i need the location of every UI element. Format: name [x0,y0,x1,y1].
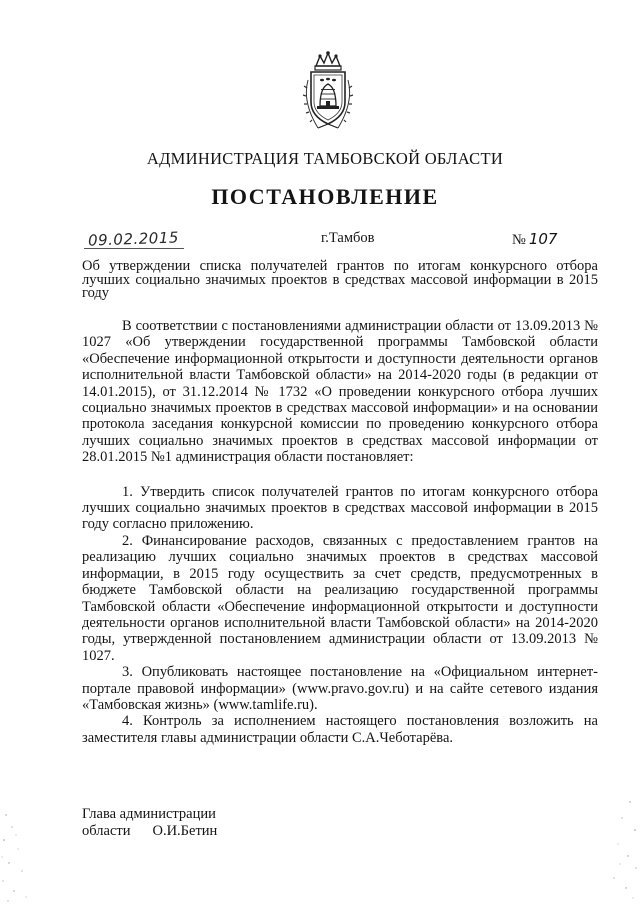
document-date: 09.02.2015 [87,228,180,250]
number-value: 107 [528,230,558,248]
document-city: г.Тамбов [321,230,375,246]
clause-paragraph: 1. Утвердить список получателей грантов по итогам конкурсного отбора лучших социально значимых проектов в средствах массовой информации в 2015 году согласно приложению. [82,483,598,533]
scan-speckle-left [0,805,40,905]
organization-title: АДМИНИСТРАЦИЯ ТАМБОВСКОЙ ОБЛАСТИ [146,149,504,168]
signature-block [82,806,217,840]
clause-paragraph: 4. Контроль за исполнением настоящего постановления возложить на заместителя главы администрации области С.А.Чеботарёва. [82,713,598,746]
date-underline [84,248,184,249]
clause-paragraph: 2. Финансирование расходов, связанных с предоставлением грантов на реализацию лучших социально значимых проектов в средствах массовой информации, в 2015 году осуществить за счет средств, предусмотренных в бюджете Тамбовской области на реализацию государственной программы Тамбовской области «Обеспечение информационной открытости и доступности деятельности органов исполнительной власти Тамбовской области» на 2014-2020 годы, утвержденной постановлением администрации области от 13.09.2013 № 1027. [82,532,598,664]
signatory-position-line2: области [82,823,131,839]
document-number [512,230,557,249]
signatory-position-line1: Глава администрации [82,806,216,822]
number-label: № [512,232,526,248]
clause-paragraph: 3. Опубликовать настоящее постановление на «Официальном интернет-портале правовой информации» (www.pravo.gov.ru) и на сайте сетевого издания «Тамбовская жизнь» (www.tamlife.ru). [82,664,598,713]
document-body [82,318,598,746]
scan-speckle-right [600,790,640,905]
document-type-heading: ПОСТАНОВЛЕНИЕ [211,184,439,209]
preamble-paragraph: В соответствии с постановлениями администрации области от 13.09.2013 № 1027 «Об утверждении государственной программы Тамбовской области «Обеспечение информационной открытости и доступности деятельности органов исполнительной власти Тамбовской области» на 2014-2020 годы (в редакции от 14.01.2015), от 31.12.2014 № 1732 «О проведении конкурсного отбора лучших социально значимых проектов в средствах массовой информации» и на основании протокола заседания конкурсной комиссии по проведению конкурсного отбора лучших социально значимых проектов в средствах массовой информации от 28.01.2015 №1 администрация области постановляет: [82,318,598,466]
document-subject: Об утверждении списка получателей грантов по итогам конкурсного отбора лучших социально значимых проектов в средствах массовой информации в 2015 году [82,258,598,301]
tambov-coat-of-arms-icon [298,50,358,132]
signatory-name: О.И.Бетин [152,823,218,839]
